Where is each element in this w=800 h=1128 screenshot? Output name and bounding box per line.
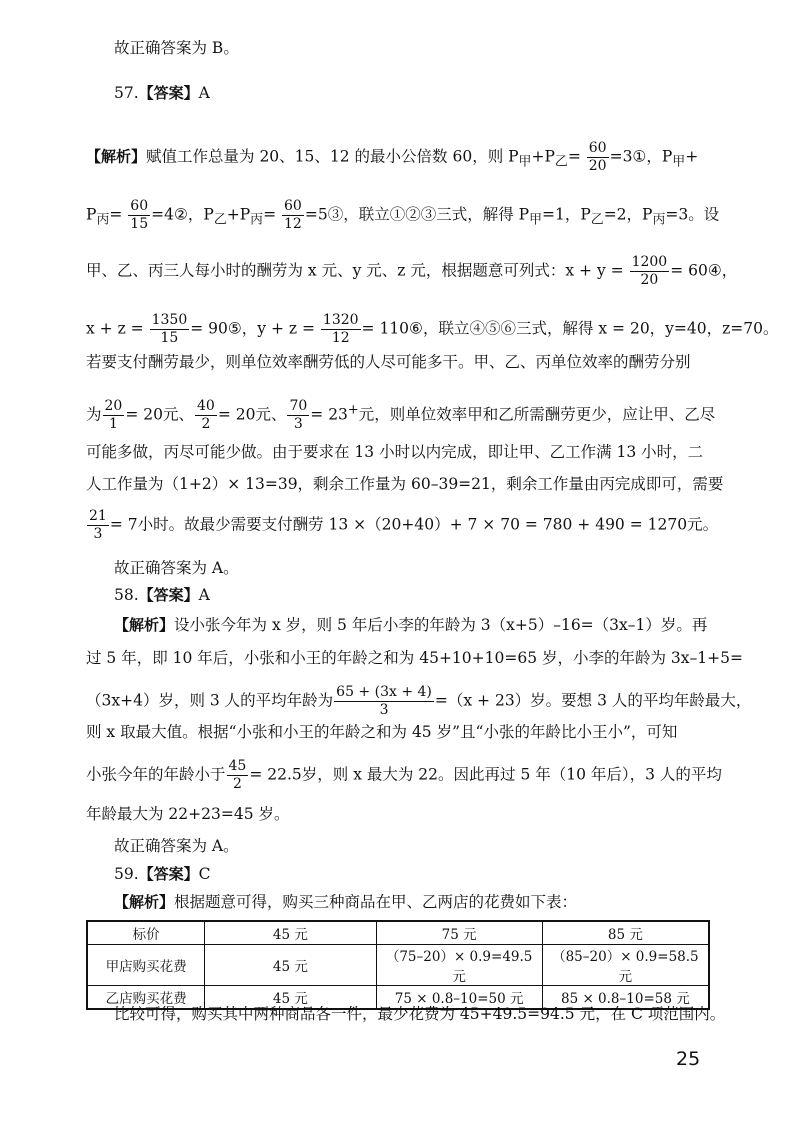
table-cell: 45 元	[205, 945, 376, 986]
table-cell: （85–20）× 0.9=58.5 元	[542, 945, 709, 986]
conclusion-58	[114, 836, 239, 856]
table-cell: 75 元	[376, 921, 542, 945]
price-table	[86, 920, 710, 1010]
question-number: 58.	[114, 586, 139, 604]
fraction	[150, 312, 190, 347]
text: =2，P	[603, 205, 653, 224]
text: +P	[531, 147, 555, 166]
numerator: 40	[196, 398, 215, 414]
q57-analysis-line-9	[86, 508, 718, 543]
text: 过 5 年，即 10 年后，小张和小王的年龄之和为 45+10+10=65 岁，小李的年龄为 3x–1+5=	[86, 649, 743, 667]
page-number: 25	[676, 1048, 701, 1070]
text: +	[685, 147, 699, 166]
text: = 7小时。故最少需要支付酬劳 13 ×（20+40）+ 7 × 70 = 780 + 490 = 1270元。	[109, 515, 719, 534]
numerator: 1350	[151, 312, 188, 328]
text: 年龄最大为 22+23=45 岁。	[86, 805, 290, 823]
q57-analysis-line-2	[86, 198, 719, 233]
superscript: +	[347, 402, 359, 418]
text: =	[567, 147, 581, 166]
text: 小张今年的年龄小于	[86, 765, 226, 784]
denominator: 2	[232, 776, 242, 792]
table-cell: 75 × 0.8–10=50 元	[376, 986, 542, 1010]
numerator: 60	[284, 198, 302, 214]
fraction	[321, 312, 361, 347]
text: 人工作量为（1+2）× 13=39，剩余工作量为 60–39=21，剩余工作量由丙完成即可，需要	[86, 475, 724, 493]
denominator: 12	[331, 330, 350, 346]
subscript: 乙	[554, 154, 568, 170]
q57-analysis-line-7	[86, 442, 703, 462]
analysis-tag: 【解析】	[114, 616, 175, 634]
answer-tag: 【答案】	[138, 586, 199, 604]
numerator: 70	[289, 398, 308, 414]
numerator: 1320	[322, 312, 359, 328]
text: = 20元、	[217, 405, 287, 424]
denominator: 2	[201, 416, 211, 432]
answer-tag: 【答案】	[138, 84, 199, 102]
conclusion-56	[114, 38, 239, 58]
text: 则 x 取最大值。根据“小张和小王的年龄之和为 45 岁”且“小张的年龄比小王小”，可知	[86, 723, 678, 741]
text: 为	[86, 405, 102, 424]
fraction	[630, 254, 670, 289]
q58-analysis-line-4	[86, 722, 677, 742]
q57-analysis-line-6	[86, 398, 715, 433]
numerator: 60	[130, 198, 149, 214]
numerator: 65 + (3x + 4)	[336, 684, 432, 700]
table-header-row	[87, 921, 709, 945]
table-cell: 乙店购买花费	[87, 986, 205, 1010]
denominator: 12	[284, 216, 302, 232]
table-row	[87, 945, 709, 986]
q57-analysis-line-1	[86, 140, 698, 175]
subscript: 乙	[590, 212, 604, 228]
text: =3①，P	[609, 147, 673, 166]
text: =3。设	[665, 205, 720, 224]
denominator: 15	[130, 216, 149, 232]
q57-analysis-line-5	[86, 352, 691, 372]
q58-analysis-line-5	[86, 758, 722, 793]
denominator: 20	[588, 158, 607, 174]
table-cell: 标价	[87, 921, 205, 945]
q59-answer-line	[114, 864, 211, 884]
table-cell: 45 元	[205, 921, 376, 945]
text: = 110⑥，联立④⑤⑥三式，解得 x = 20，y=40，z=70。	[361, 319, 779, 338]
text: = 60④，	[670, 261, 738, 280]
subscript: 丙	[96, 212, 110, 228]
text: 甲、乙、丙三人每小时的酬劳为 x 元、y 元、z 元，根据题意可列式：x + y =	[86, 261, 624, 280]
fraction	[128, 198, 150, 233]
conclusion-57	[114, 558, 239, 578]
q57-answer-line	[114, 83, 210, 103]
analysis-tag: 【解析】	[86, 147, 147, 166]
q57-analysis-line-3	[86, 254, 737, 289]
text: =（x + 23）岁。要想 3 人的平均年龄最大，	[434, 691, 752, 710]
text: =5③，联立①②③三式，解得 P	[304, 205, 530, 224]
text: 故正确答案为 B。	[114, 39, 239, 57]
text: 赋值工作总量为 20、15、12 的最小公倍数 60，则 P	[146, 147, 519, 166]
text: = 23	[310, 405, 348, 424]
numerator: 1200	[631, 254, 668, 270]
numerator: 60	[588, 140, 607, 156]
q57-analysis-line-8	[86, 474, 723, 494]
denominator: 20	[640, 272, 659, 288]
fraction	[287, 398, 309, 433]
text: 比较可得，购买其中两种商品各一件，最少花费为 45+49.5=94.5 元，在 C 项范围内。	[114, 1005, 726, 1023]
answer-value: A	[198, 84, 210, 102]
numerator: 20	[104, 398, 123, 414]
q57-analysis-line-4	[86, 312, 779, 347]
fraction	[87, 508, 109, 543]
subscript: 甲	[529, 212, 542, 228]
denominator: 3	[293, 416, 303, 432]
text: 元，则单位效率甲和乙所需酬劳更少，应让甲、乙尽	[358, 405, 716, 424]
q59-analysis-line-1	[114, 892, 577, 912]
text: 若要支付酬劳最少，则单位效率酬劳低的人尽可能多干。甲、乙、丙单位效率的酬劳分别	[86, 353, 691, 371]
q58-analysis-line-1	[114, 615, 707, 635]
text: 设小张今年为 x 岁，则 5 年后小李的年龄为 3（x+5）–16=（3x–1）岁。再	[174, 616, 708, 634]
fraction	[195, 398, 217, 433]
fraction	[103, 398, 125, 433]
table-cell: 甲店购买花费	[87, 945, 205, 986]
subscript: 乙	[213, 212, 227, 228]
text: 故正确答案为 A。	[114, 837, 239, 855]
analysis-tag: 【解析】	[114, 893, 175, 911]
text: =4②，P	[151, 205, 214, 224]
answer-value: C	[198, 865, 211, 883]
q58-analysis-line-2	[86, 648, 743, 668]
denominator: 15	[160, 330, 179, 346]
text: = 20元、	[125, 405, 194, 424]
text: （3x+4）岁，则 3 人的平均年龄为	[86, 691, 334, 710]
text: P	[86, 205, 97, 224]
table-cell: 85 元	[542, 921, 709, 945]
text: x + z =	[86, 319, 144, 338]
q58-analysis-line-6	[86, 804, 290, 824]
question-number: 57.	[114, 84, 139, 102]
text: = 90⑤，y + z =	[190, 319, 315, 338]
denominator: 1	[108, 416, 118, 432]
q58-answer-line	[114, 585, 210, 605]
table-cell: 45 元	[205, 986, 376, 1010]
subscript: 丙	[652, 212, 666, 228]
subscript: 甲	[518, 154, 532, 170]
question-number: 59.	[114, 865, 139, 883]
fraction	[587, 140, 609, 175]
fraction	[282, 198, 304, 233]
subscript: 丙	[250, 212, 264, 228]
denominator: 3	[93, 526, 103, 542]
denominator: 3	[379, 702, 389, 718]
fraction	[334, 684, 434, 719]
text: = 22.5岁，则 x 最大为 22。因此再过 5 年（10 年后），3 人的平均	[249, 765, 722, 784]
answer-tag: 【答案】	[138, 865, 199, 883]
text: 可能多做，丙尽可能少做。由于要求在 13 小时以内完成，即让甲、乙工作满 13 小时，二	[86, 443, 704, 461]
numerator: 45	[228, 758, 247, 774]
numerator: 21	[89, 508, 107, 524]
text: =1，P	[541, 205, 591, 224]
table-cell: （75–20）× 0.9=49.5 元	[376, 945, 542, 986]
text: 根据题意可得，购买三种商品在甲、乙两店的花费如下表：	[174, 893, 578, 911]
q59-analysis-line-2	[114, 1004, 725, 1024]
table-cell: 85 × 0.8–10=58 元	[542, 986, 709, 1010]
fraction	[227, 758, 249, 793]
answer-value: A	[198, 586, 210, 604]
text: =	[263, 205, 277, 224]
q58-analysis-line-3	[86, 684, 751, 719]
text: =	[109, 205, 123, 224]
subscript: 甲	[672, 154, 686, 170]
text: 故正确答案为 A。	[114, 559, 239, 577]
text: +P	[226, 205, 251, 224]
